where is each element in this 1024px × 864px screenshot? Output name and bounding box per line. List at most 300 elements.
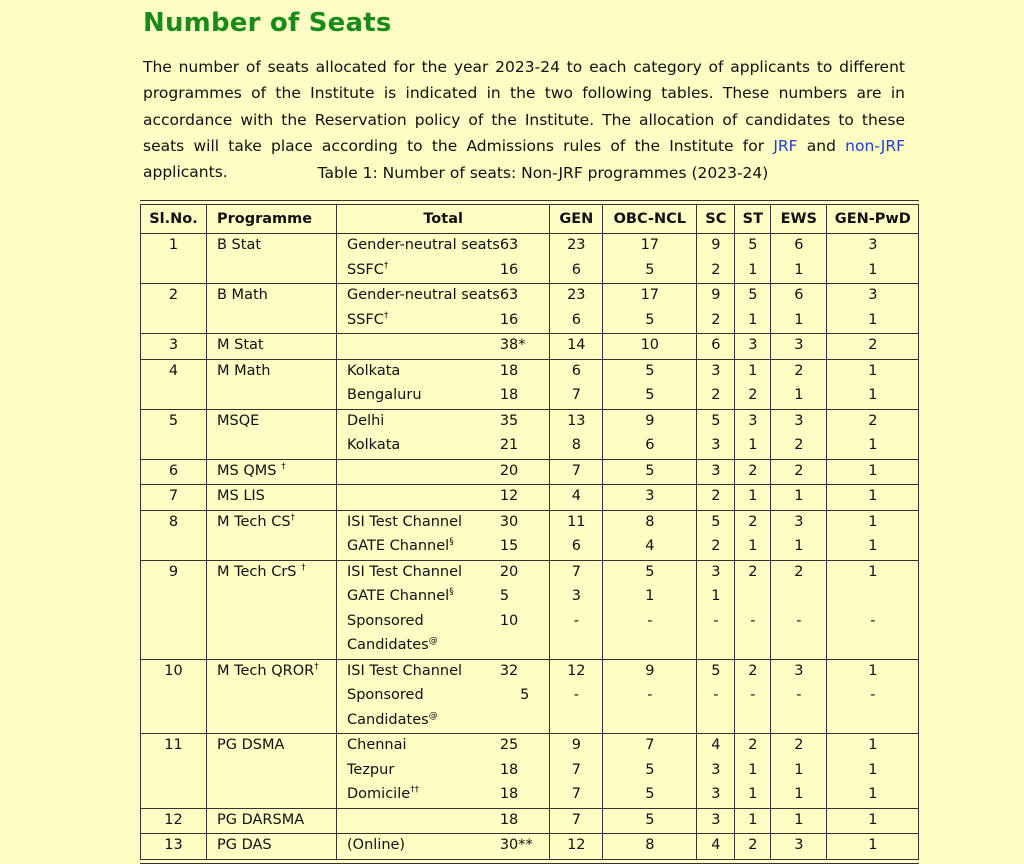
cell-gen-pwd xyxy=(827,485,919,511)
cell-ews-text: 2 xyxy=(794,462,804,479)
cell-slno xyxy=(141,459,207,485)
col-header-slno: Sl.No. xyxy=(141,205,207,234)
cell-gen-pwd xyxy=(827,759,919,784)
cell-sc-text: 3 xyxy=(711,462,721,479)
cell-sub-category xyxy=(337,585,500,610)
cell-sub-category xyxy=(337,459,500,485)
col-header-obc-ncl: OBC-NCL xyxy=(603,205,697,234)
cell-gen-pwd-text: 1 xyxy=(868,811,878,828)
cell-ews-text: 6 xyxy=(794,237,804,253)
cell-ews xyxy=(771,309,827,334)
cell-sub-category-text: Sponsored xyxy=(347,612,424,629)
col-header-st: ST xyxy=(735,205,771,234)
cell-st-text: 1 xyxy=(748,437,758,453)
table-row xyxy=(141,284,919,309)
cell-obc-ncl xyxy=(603,808,697,834)
cell-sub-category xyxy=(337,234,500,259)
cell-total xyxy=(500,384,550,409)
cell-st-text: 5 xyxy=(748,287,758,303)
cell-ews-text: - xyxy=(796,687,802,703)
cell-total-text: 5 xyxy=(499,588,510,604)
cell-st-text: 5 xyxy=(748,237,758,253)
cell-ews xyxy=(771,610,827,635)
cell-ews-text: 1 xyxy=(794,538,804,554)
cell-obc-ncl xyxy=(603,659,697,684)
cell-st-text: 1 xyxy=(748,362,758,379)
cell-st-text: 2 xyxy=(748,563,758,580)
cell-sub-category xyxy=(337,684,500,709)
cell-obc-ncl xyxy=(603,334,697,360)
cell-obc-ncl xyxy=(603,585,697,610)
cell-total-text: 25 xyxy=(499,737,519,753)
cell-st xyxy=(735,560,771,585)
cell-sub-category xyxy=(337,384,500,409)
cell-obc-ncl-text: - xyxy=(647,687,653,703)
cell-slno xyxy=(141,309,207,334)
cell-programme-text: PG DSMA xyxy=(217,737,285,753)
cell-gen-pwd xyxy=(827,359,919,384)
cell-gen-text: 8 xyxy=(571,437,581,453)
cell-ews xyxy=(771,234,827,259)
cell-slno xyxy=(141,734,207,759)
cell-programme xyxy=(207,783,337,808)
cell-slno xyxy=(141,808,207,834)
cell-total xyxy=(500,309,550,334)
cell-ews xyxy=(771,634,827,659)
cell-ews xyxy=(771,759,827,784)
cell-gen-pwd-text: - xyxy=(870,612,876,629)
cell-ews xyxy=(771,783,827,808)
cell-sc-text: 5 xyxy=(711,412,721,429)
cell-obc-ncl xyxy=(603,510,697,535)
table-caption: Table 1: Number of seats: Non-JRF programmes (2023-24) xyxy=(317,164,769,182)
cell-slno xyxy=(141,634,207,659)
cell-slno xyxy=(141,485,207,511)
cell-gen-text: 13 xyxy=(567,412,586,429)
cell-programme-footnote-mark: † xyxy=(290,512,296,523)
cell-sub-category xyxy=(337,610,500,635)
cell-slno xyxy=(141,334,207,360)
cell-obc-ncl xyxy=(603,759,697,784)
cell-programme xyxy=(207,634,337,659)
cell-total xyxy=(500,560,550,585)
cell-gen xyxy=(550,610,603,635)
cell-obc-ncl xyxy=(603,709,697,734)
cell-ews xyxy=(771,259,827,284)
cell-sc-text: - xyxy=(713,687,719,703)
table-row xyxy=(141,359,919,384)
cell-st-text: 1 xyxy=(748,538,758,554)
cell-slno xyxy=(141,510,207,535)
cell-gen-pwd-text: 1 xyxy=(868,786,878,802)
cell-st xyxy=(735,334,771,360)
cell-gen-pwd-text: 1 xyxy=(868,761,878,778)
cell-obc-ncl xyxy=(603,610,697,635)
cell-gen-pwd xyxy=(827,734,919,759)
cell-gen xyxy=(550,535,603,560)
cell-slno-text: 11 xyxy=(164,737,183,753)
cell-sub-category xyxy=(337,659,500,684)
cell-obc-ncl-text: 8 xyxy=(645,837,655,853)
cell-gen xyxy=(550,510,603,535)
cell-gen-pwd-text: 1 xyxy=(868,538,878,554)
cell-st xyxy=(735,409,771,434)
cell-slno-text: 4 xyxy=(168,362,179,379)
cell-ews xyxy=(771,659,827,684)
cell-sc xyxy=(697,684,735,709)
cell-gen-pwd xyxy=(827,684,919,709)
cell-sc xyxy=(697,585,735,610)
cell-obc-ncl xyxy=(603,684,697,709)
cell-ews xyxy=(771,808,827,834)
cell-obc-ncl xyxy=(603,409,697,434)
cell-obc-ncl-text: 9 xyxy=(645,412,655,429)
cell-obc-ncl xyxy=(603,459,697,485)
cell-sub-category-footnote-mark: @ xyxy=(428,636,438,646)
cell-ews-text: 1 xyxy=(794,761,804,778)
cell-obc-ncl-text: 7 xyxy=(645,737,655,753)
cell-sub-category xyxy=(337,284,500,309)
cell-st xyxy=(735,834,771,860)
cell-total-text: 20 xyxy=(499,462,519,479)
cell-gen-text: 6 xyxy=(571,538,581,554)
cell-sc-text: 3 xyxy=(711,761,721,778)
cell-st xyxy=(735,384,771,409)
cell-gen-pwd xyxy=(827,709,919,734)
cell-sc xyxy=(697,634,735,659)
table-row xyxy=(141,309,919,334)
cell-ews-text: 1 xyxy=(794,261,804,278)
cell-total-text: 18 xyxy=(499,362,519,379)
cell-total xyxy=(500,459,550,485)
cell-slno xyxy=(141,560,207,585)
cell-st-text: 2 xyxy=(748,513,758,530)
cell-sub-category-text: (Online) xyxy=(347,837,406,853)
cell-gen-text: 6 xyxy=(571,362,581,379)
cell-sub-category-text: SSFC xyxy=(347,311,384,328)
cell-gen xyxy=(550,284,603,309)
cell-gen xyxy=(550,409,603,434)
cell-total xyxy=(500,535,550,560)
cell-gen-pwd xyxy=(827,459,919,485)
cell-programme xyxy=(207,684,337,709)
table-row xyxy=(141,510,919,535)
cell-sub-category-text: Candidates xyxy=(347,711,429,728)
cell-st-text: 1 xyxy=(748,488,758,504)
cell-gen-text: 6 xyxy=(571,311,581,328)
cell-st-text: 2 xyxy=(748,462,758,479)
cell-total xyxy=(500,284,550,309)
cell-slno-text: 7 xyxy=(168,488,179,504)
cell-programme xyxy=(207,384,337,409)
cell-sc xyxy=(697,709,735,734)
cell-total-text: 20 xyxy=(499,563,519,580)
cell-slno xyxy=(141,434,207,459)
cell-obc-ncl xyxy=(603,734,697,759)
cell-ews-text: 6 xyxy=(794,287,804,303)
cell-gen-pwd-text: 1 xyxy=(868,387,878,403)
cell-sub-category xyxy=(337,560,500,585)
table-row xyxy=(141,384,919,409)
cell-st xyxy=(735,284,771,309)
cell-total-text: 16 xyxy=(499,261,519,278)
cell-gen-text: 9 xyxy=(571,737,581,753)
cell-st-text: 2 xyxy=(748,737,758,753)
cell-ews xyxy=(771,560,827,585)
cell-sc-text: 5 xyxy=(711,662,721,679)
table-row xyxy=(141,234,919,259)
cell-programme-text: M Tech CrS xyxy=(217,563,302,580)
cell-sub-category-footnote-mark: † xyxy=(383,310,389,321)
table-row xyxy=(141,734,919,759)
cell-gen-pwd xyxy=(827,560,919,585)
cell-sc xyxy=(697,459,735,485)
cell-gen xyxy=(550,734,603,759)
cell-st xyxy=(735,709,771,734)
cell-ews xyxy=(771,510,827,535)
cell-total xyxy=(500,834,550,860)
cell-sc xyxy=(697,560,735,585)
cell-sc-text: 4 xyxy=(711,837,721,853)
cell-slno-text: 9 xyxy=(168,563,179,580)
cell-programme-text: PG DARSMA xyxy=(217,811,305,828)
cell-st-text: 3 xyxy=(748,337,758,353)
cell-sub-category xyxy=(337,634,500,659)
cell-gen-text: 7 xyxy=(571,563,581,580)
cell-programme xyxy=(207,409,337,434)
cell-sub-category-footnote-mark: † xyxy=(383,260,389,271)
cell-sc-text: 9 xyxy=(711,237,721,253)
cell-st-text: 2 xyxy=(748,387,758,403)
cell-sc xyxy=(697,510,735,535)
cell-programme-text: MS QMS xyxy=(217,462,282,479)
cell-total xyxy=(500,334,550,360)
cell-gen-text: 11 xyxy=(567,513,586,530)
cell-sc-text: 2 xyxy=(711,538,721,554)
cell-slno-text: 1 xyxy=(168,237,179,253)
cell-sc-text: 2 xyxy=(711,261,721,278)
table-row xyxy=(141,334,919,360)
cell-ews-text: - xyxy=(796,612,802,629)
cell-gen-pwd xyxy=(827,234,919,259)
cell-programme xyxy=(207,459,337,485)
cell-ews-text: 3 xyxy=(794,837,804,853)
cell-gen-pwd-text: 1 xyxy=(868,362,878,379)
cell-gen xyxy=(550,759,603,784)
cell-sub-category xyxy=(337,808,500,834)
cell-gen xyxy=(550,585,603,610)
cell-st xyxy=(735,783,771,808)
cell-programme-text: MS LIS xyxy=(217,488,265,504)
cell-ews xyxy=(771,535,827,560)
cell-st xyxy=(735,535,771,560)
cell-sub-category xyxy=(337,359,500,384)
cell-st-text: - xyxy=(750,687,756,703)
cell-total xyxy=(500,585,550,610)
cell-gen-pwd-text: 1 xyxy=(868,563,878,580)
cell-programme-text: M Math xyxy=(217,362,271,379)
cell-slno-text: 12 xyxy=(164,811,183,828)
cell-obc-ncl xyxy=(603,783,697,808)
cell-obc-ncl-text: 1 xyxy=(645,588,655,604)
cell-gen-text: 6 xyxy=(571,261,581,278)
cell-obc-ncl-text: 5 xyxy=(645,261,655,278)
cell-programme xyxy=(207,334,337,360)
cell-sub-category xyxy=(337,783,500,808)
cell-ews xyxy=(771,834,827,860)
cell-sub-category xyxy=(337,834,500,860)
cell-programme-text: MSQE xyxy=(217,412,260,429)
cell-total-text: 38* xyxy=(499,337,526,353)
cell-gen-pwd-text: 1 xyxy=(868,737,878,753)
cell-gen xyxy=(550,684,603,709)
cell-obc-ncl-text: - xyxy=(647,612,653,629)
cell-ews xyxy=(771,284,827,309)
table-row xyxy=(141,634,919,659)
cell-total-text: 30 xyxy=(499,513,519,530)
cell-sub-category-text: Candidates xyxy=(347,637,429,653)
cell-slno xyxy=(141,659,207,684)
cell-gen-text: 3 xyxy=(571,588,581,604)
cell-obc-ncl-text: 5 xyxy=(645,462,655,479)
cell-slno-text: 3 xyxy=(168,337,179,353)
cell-st xyxy=(735,259,771,284)
cell-sc-text: 2 xyxy=(711,311,721,328)
cell-ews xyxy=(771,434,827,459)
cell-ews-text: 2 xyxy=(794,437,804,453)
cell-ews xyxy=(771,384,827,409)
cell-total-text: 30** xyxy=(499,837,533,853)
cell-ews-text: 2 xyxy=(794,563,804,580)
cell-sc-text: 3 xyxy=(711,362,721,379)
cell-obc-ncl xyxy=(603,535,697,560)
cell-obc-ncl xyxy=(603,259,697,284)
cell-slno xyxy=(141,234,207,259)
cell-gen-text: 12 xyxy=(567,662,586,679)
cell-gen-pwd xyxy=(827,659,919,684)
cell-obc-ncl xyxy=(603,309,697,334)
cell-sub-category-footnote-mark: @ xyxy=(428,710,438,721)
cell-slno xyxy=(141,409,207,434)
col-header-total: Total xyxy=(337,205,550,234)
cell-sc xyxy=(697,759,735,784)
cell-gen-text: 23 xyxy=(567,237,586,253)
cell-obc-ncl xyxy=(603,384,697,409)
col-header-programme: Programme xyxy=(207,205,337,234)
cell-sub-category xyxy=(337,535,500,560)
cell-gen-text: 7 xyxy=(571,387,581,403)
cell-st xyxy=(735,359,771,384)
cell-gen-text: 7 xyxy=(571,786,581,802)
cell-sub-category-text: Gender-neutral seats xyxy=(347,237,500,253)
jrf-link[interactable]: JRF xyxy=(773,136,798,155)
cell-obc-ncl-text: 8 xyxy=(645,513,655,530)
cell-gen-text: - xyxy=(573,612,579,629)
cell-slno xyxy=(141,384,207,409)
cell-sub-category xyxy=(337,309,500,334)
cell-ews-text: 3 xyxy=(794,513,804,530)
cell-programme xyxy=(207,259,337,284)
cell-ews-text: 2 xyxy=(794,362,804,379)
intro-tail: applicants. xyxy=(143,163,228,182)
cell-sc-text: 6 xyxy=(711,337,721,353)
cell-programme xyxy=(207,610,337,635)
table-row xyxy=(141,485,919,511)
cell-gen xyxy=(550,384,603,409)
cell-gen-pwd xyxy=(827,434,919,459)
cell-gen xyxy=(550,334,603,360)
cell-gen xyxy=(550,560,603,585)
cell-gen-pwd xyxy=(827,610,919,635)
cell-gen xyxy=(550,834,603,860)
cell-obc-ncl xyxy=(603,485,697,511)
cell-sub-category xyxy=(337,259,500,284)
cell-sc xyxy=(697,409,735,434)
cell-sc xyxy=(697,334,735,360)
cell-ews-text: 1 xyxy=(794,786,804,802)
cell-sub-category xyxy=(337,485,500,511)
cell-gen-pwd-text: 1 xyxy=(868,513,878,530)
cell-sc xyxy=(697,259,735,284)
cell-slno xyxy=(141,709,207,734)
cell-programme xyxy=(207,808,337,834)
cell-ews xyxy=(771,334,827,360)
cell-slno-text: 2 xyxy=(168,287,179,303)
cell-slno xyxy=(141,684,207,709)
cell-gen-text: - xyxy=(573,687,579,703)
cell-st xyxy=(735,659,771,684)
cell-total xyxy=(500,709,550,734)
cell-gen-pwd-text: 1 xyxy=(868,462,878,479)
cell-gen-pwd xyxy=(827,284,919,309)
cell-obc-ncl xyxy=(603,634,697,659)
cell-sub-category xyxy=(337,734,500,759)
cell-gen-pwd xyxy=(827,834,919,860)
cell-sub-category-text: Kolkata xyxy=(347,437,401,453)
cell-total-text: 21 xyxy=(499,437,519,453)
cell-gen xyxy=(550,634,603,659)
cell-sub-category-text: Sponsored xyxy=(347,687,424,703)
cell-gen-pwd xyxy=(827,510,919,535)
cell-total xyxy=(500,634,550,659)
cell-sub-category-footnote-mark: § xyxy=(449,587,454,597)
cell-ews xyxy=(771,734,827,759)
cell-gen-text: 14 xyxy=(567,337,586,353)
cell-programme xyxy=(207,709,337,734)
cell-sc xyxy=(697,284,735,309)
cell-st xyxy=(735,634,771,659)
table-header-row xyxy=(141,205,919,234)
table-row xyxy=(141,684,919,709)
cell-st-text: - xyxy=(750,612,756,629)
cell-gen-pwd xyxy=(827,384,919,409)
cell-gen xyxy=(550,659,603,684)
cell-gen xyxy=(550,709,603,734)
cell-sc xyxy=(697,309,735,334)
cell-programme xyxy=(207,284,337,309)
cell-total-text: 18 xyxy=(499,761,519,778)
non-jrf-link[interactable]: non-JRF xyxy=(845,136,905,155)
cell-total-text: 32 xyxy=(499,662,519,679)
table-row xyxy=(141,783,919,808)
cell-sc xyxy=(697,834,735,860)
cell-slno xyxy=(141,259,207,284)
cell-slno xyxy=(141,284,207,309)
cell-sub-category-text: Gender-neutral seats xyxy=(347,287,500,303)
cell-programme xyxy=(207,834,337,860)
cell-slno xyxy=(141,585,207,610)
cell-sub-category-text: Tezpur xyxy=(347,761,395,778)
